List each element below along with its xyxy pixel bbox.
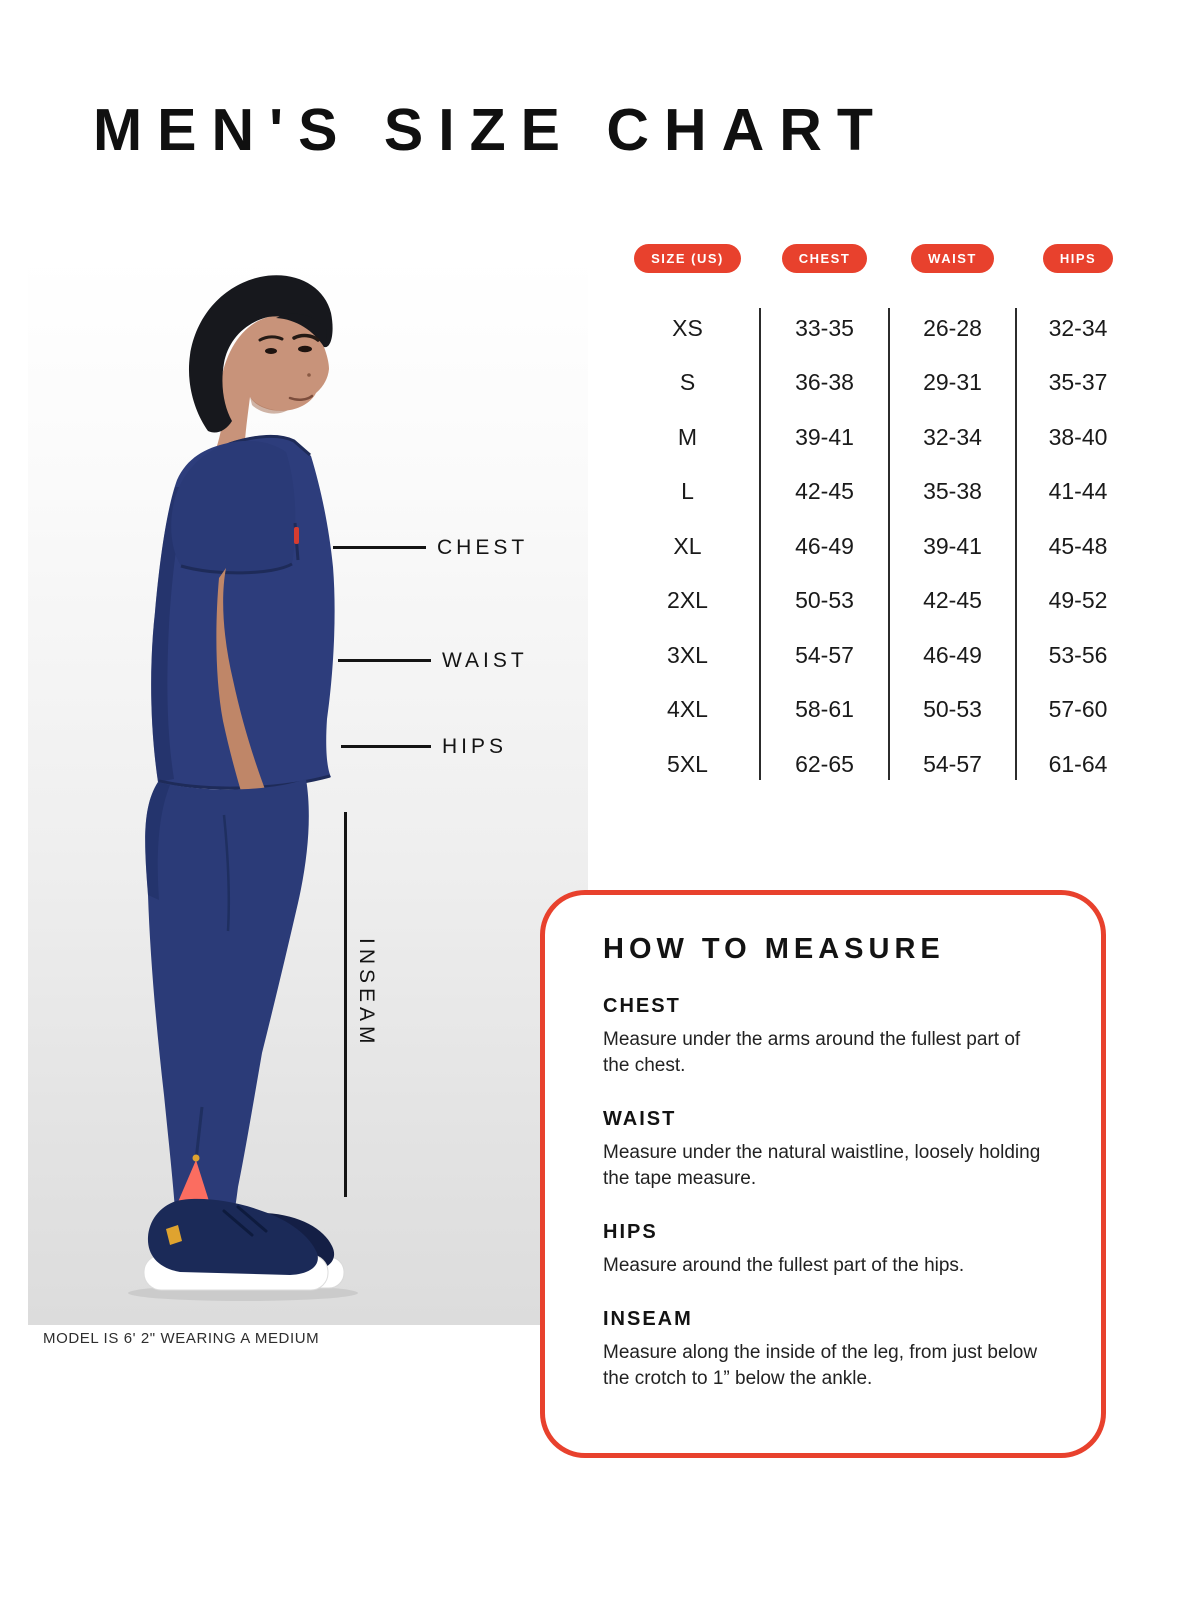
table-row: [615, 465, 1140, 520]
chest-cell: 50-53: [795, 587, 854, 614]
chest-cell: 42-45: [795, 478, 854, 505]
chest-cell: 33-35: [795, 314, 854, 341]
chest-cell: 62-65: [795, 750, 854, 777]
howto-inseam-heading: INSEAM: [603, 1308, 693, 1330]
waist-cell: 26-28: [923, 314, 982, 341]
howto-waist-heading: WAIST: [603, 1108, 677, 1130]
size-cell: XS: [672, 314, 703, 341]
how-to-measure-box: [540, 890, 1106, 1458]
waist-cell: 54-57: [923, 750, 982, 777]
size-table-header-row: [615, 244, 1140, 273]
howto-inseam-body: Measure along the inside of the leg, from just below the crotch to 1” below the ankle.: [603, 1342, 1038, 1389]
howto-chest-heading: CHEST: [603, 995, 681, 1017]
waist-cell: 32-34: [923, 423, 982, 450]
hips-header-pill: HIPS: [1043, 244, 1113, 273]
waist-cell: 39-41: [923, 532, 982, 559]
header-cell-size: [615, 244, 760, 273]
table-row: [615, 628, 1140, 683]
hips-cell: 49-52: [1048, 587, 1108, 614]
howto-section-chest: [603, 995, 1046, 1079]
hips-cell: 45-48: [1048, 532, 1108, 559]
waist-cell: 42-45: [923, 587, 982, 614]
chest-cell: 39-41: [795, 423, 854, 450]
howto-waist-body: Measure under the natural waistline, loosely holding the tape measure.: [603, 1142, 1041, 1189]
howto-section-inseam: [603, 1308, 1046, 1392]
howto-hips-body: Measure around the fullest part of the hips.: [603, 1255, 965, 1276]
header-cell-hips: [1016, 244, 1140, 273]
size-cell: S: [679, 369, 696, 396]
inseam-pointer-label: INSEAM: [355, 938, 378, 1049]
size-cell: 4XL: [667, 696, 708, 723]
size-table-body: [615, 301, 1140, 792]
size-cell: 2XL: [667, 587, 708, 614]
hips-cell: 41-44: [1048, 478, 1108, 505]
waist-pointer-label: WAIST: [442, 649, 528, 672]
howto-section-hips: [603, 1221, 1046, 1279]
page-title: MEN'S SIZE CHART: [93, 97, 888, 163]
table-row: [615, 737, 1140, 792]
chest-header-pill: CHEST: [782, 244, 868, 273]
waist-pointer-line: [338, 659, 431, 662]
size-cell: L: [681, 478, 694, 505]
waist-header-pill: WAIST: [911, 244, 994, 273]
size-header-pill: SIZE (US): [634, 244, 741, 273]
chest-cell: 36-38: [795, 369, 854, 396]
hips-pointer-line: [341, 745, 431, 748]
header-cell-chest: [760, 244, 889, 273]
size-cell: 5XL: [667, 750, 708, 777]
size-cell: XL: [673, 532, 702, 559]
header-cell-waist: [889, 244, 1016, 273]
table-row: [615, 683, 1140, 738]
howto-section-waist: [603, 1108, 1046, 1192]
waist-cell: 50-53: [923, 696, 982, 723]
waist-cell: 29-31: [923, 369, 982, 396]
chest-pointer-line: [333, 546, 426, 549]
hips-cell: 61-64: [1048, 750, 1108, 777]
table-row: [615, 301, 1140, 356]
table-row: [615, 574, 1140, 629]
chest-cell: 54-57: [795, 641, 854, 668]
table-row: [615, 356, 1140, 411]
model-caption: MODEL IS 6' 2" WEARING A MEDIUM: [43, 1330, 320, 1347]
table-row: [615, 410, 1140, 465]
table-row: [615, 519, 1140, 574]
howto-chest-body: Measure under the arms around the fullest part of the chest.: [603, 1029, 1021, 1076]
chest-cell: 58-61: [795, 696, 854, 723]
how-to-measure-title: HOW TO MEASURE: [603, 933, 945, 965]
model-illustration: [28, 255, 588, 1325]
waist-cell: 35-38: [923, 478, 982, 505]
chest-pointer-label: CHEST: [437, 536, 529, 559]
size-cell: 3XL: [667, 641, 708, 668]
hips-cell: 57-60: [1048, 696, 1108, 723]
hips-cell: 38-40: [1048, 423, 1108, 450]
size-cell: M: [677, 423, 698, 450]
hips-cell: 32-34: [1048, 314, 1108, 341]
waist-cell: 46-49: [923, 641, 982, 668]
howto-hips-heading: HIPS: [603, 1221, 658, 1243]
hips-cell: 35-37: [1048, 369, 1108, 396]
model-photo: [28, 255, 588, 1325]
hips-cell: 53-56: [1048, 641, 1108, 668]
chest-cell: 46-49: [795, 532, 854, 559]
inseam-pointer-line: [344, 812, 347, 1197]
hips-pointer-label: HIPS: [442, 735, 508, 758]
